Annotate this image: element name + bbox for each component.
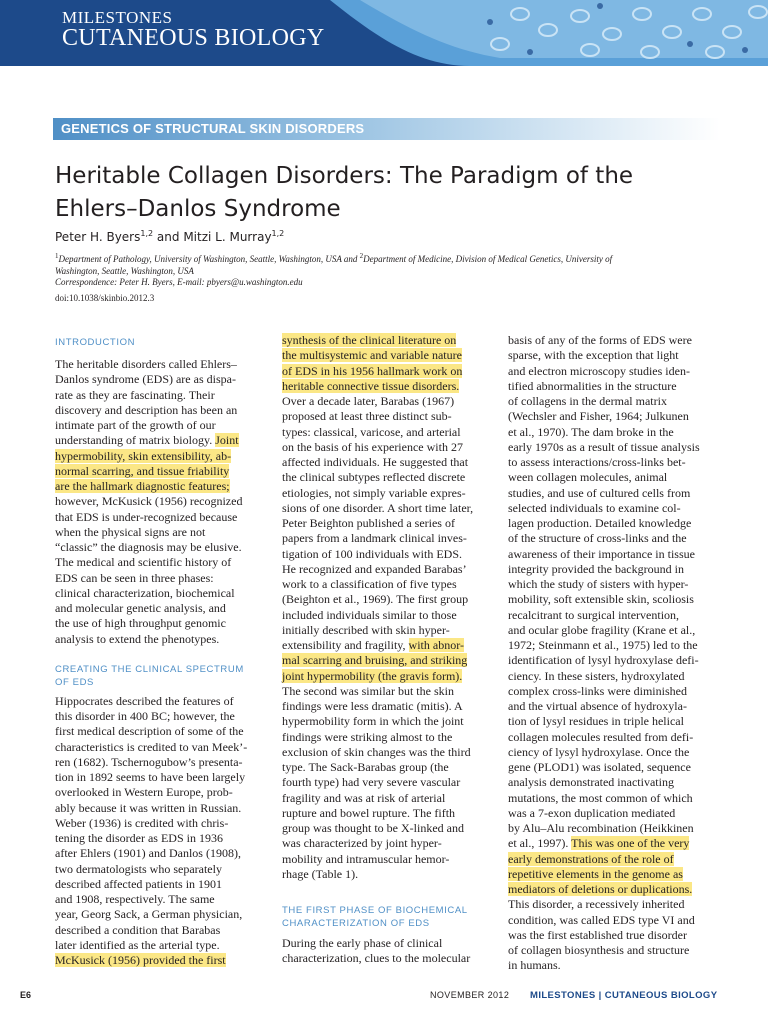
text-line: by Alu–Alu recombination (Heikkinen: [508, 821, 694, 835]
text-line: on the basis of his experience with 27: [282, 439, 463, 454]
text-line: early 1970s as a result of tissue analysis: [508, 439, 700, 454]
page-number: E6: [20, 990, 32, 1000]
text-run: et al., 1997).: [508, 836, 572, 851]
section-label: GENETICS OF STRUCTURAL SKIN DISORDERS: [61, 121, 365, 136]
text-line: later identified as the arterial type.: [55, 937, 220, 952]
text-line: to assess interactions/cross-links bet-: [508, 455, 686, 469]
text-line: which the study of sisters with hyper-: [508, 577, 689, 591]
affil-marker: 1: [55, 252, 59, 260]
text-line: (Wechsler and Fisher, 1964; Julkunen: [508, 409, 689, 424]
highlighted-text: of EDS in his 1956 hallmark work on: [282, 363, 463, 378]
text-line: ciency. In these sisters, hydroxylated: [508, 668, 685, 683]
text-line: Peter Beighton published a series of: [282, 516, 455, 530]
text-line: and electron microscopy studies iden-: [508, 363, 690, 378]
text-line: and ocular globe fragility (Krane et al.,: [508, 622, 696, 637]
text-line: The medical and scientific history of: [55, 555, 232, 570]
highlighted-text: synthesis of the clinical literature on: [282, 333, 457, 347]
text-line: exclusion of skin changes was the third: [282, 744, 471, 759]
affiliation-text: Department of Medicine, Division of Medical Genetics, University of: [363, 254, 613, 264]
author-name: Peter H. Byers: [55, 230, 141, 244]
text-line: [282, 653, 490, 668]
text-line: basis of any of the forms of EDS were: [508, 333, 692, 347]
text-line: He recognized and expanded Barabas’: [282, 561, 467, 576]
section-heading-introduction: INTRODUCTION: [55, 337, 136, 348]
text-line: rupture and bowel rupture. The fifth: [282, 805, 456, 820]
text-line: “classic” the diagnosis may be elusive.: [55, 540, 242, 554]
text-line: [55, 464, 263, 479]
text-line: [55, 449, 263, 464]
text-line: initially described with skin hyper-: [282, 622, 450, 637]
text-line: sparse, with the exception that light: [508, 348, 679, 363]
text-line: intimate part of the growth of our: [55, 418, 216, 432]
text-line: [282, 638, 490, 653]
text-line: [282, 379, 490, 394]
text-line: findings were less dramatic (mitis). A: [282, 699, 463, 713]
highlighted-text: the multisystemic and variable nature: [282, 348, 462, 363]
text-line: hypermobility form in which the joint: [282, 714, 464, 729]
text-line: rhage (Table 1).: [282, 866, 359, 881]
text-line: type. The Sack-Barabas group (the: [282, 760, 449, 774]
highlighted-text: heritable connective tissue disorders.: [282, 378, 460, 393]
text-line: was a 7-exon duplication mediated: [508, 805, 676, 820]
text-line: ciency of lysyl hydroxylase. Once the: [508, 744, 690, 759]
text-line: two dermatologists who separately: [55, 861, 222, 876]
highlighted-text: mediators of deletions or duplications.: [508, 882, 693, 896]
text-line: and molecular genetic analysis, and: [55, 601, 226, 615]
text-line: [55, 433, 263, 448]
author-affil-marker: 1,2: [271, 229, 285, 238]
text-line: of collagens in the dermal matrix: [508, 394, 667, 408]
text-line: tified abnormalities in the structure: [508, 378, 677, 393]
text-line: the clinical subtypes reflected discrete: [282, 470, 466, 485]
text-line: [282, 348, 490, 363]
paragraph-clinical-spectrum-cont: [282, 333, 490, 882]
text-line: tigation of 100 individuals with EDS.: [282, 546, 462, 561]
text-line: the use of high throughput genomic: [55, 616, 226, 631]
text-line: included individuals similar to those: [282, 607, 457, 622]
text-run: understanding of matrix biology.: [55, 433, 216, 448]
text-line: [508, 867, 716, 882]
text-line: collagen molecules resulted from defi-: [508, 729, 694, 744]
text-line: first medical description of some of the: [55, 724, 244, 739]
text-line: [282, 333, 490, 348]
highlighted-text: mal scarring and bruising, and striking: [282, 653, 468, 668]
text-line: mobility and intramuscular hemor-: [282, 851, 450, 866]
paragraph-biochemical-phase: [282, 936, 490, 967]
text-line: of collagen biosynthesis and structure: [508, 943, 690, 957]
text-line: affected individuals. He suggested that: [282, 455, 469, 469]
text-line: studies, and use of cultured cells from: [508, 485, 691, 500]
text-line: mobility, soft extensible skin, scoliosis: [508, 592, 694, 607]
text-line: ren (1682). Tschernogubow’s presenta-: [55, 754, 243, 769]
text-line: complex cross-links were diminished: [508, 683, 687, 698]
highlighted-text: normal scarring, and tissue friability: [55, 463, 230, 478]
highlighted-text: early demonstrations of the role of: [508, 851, 674, 866]
affiliation-text: Washington, Seattle, Washington, USA: [55, 266, 194, 276]
author-list: [55, 229, 284, 244]
heading-line: OF EDS: [55, 676, 94, 688]
text-line: [55, 479, 263, 494]
text-line: when the physical signs are not: [55, 524, 206, 539]
journal-banner: [0, 0, 768, 66]
heading-line: THE FIRST PHASE OF BIOCHEMICAL: [282, 905, 468, 916]
highlighted-text: This was one of the very: [571, 836, 690, 851]
text-line: characterization, clues to the molecular: [282, 951, 471, 966]
text-line: however, McKusick (1956) recognized: [55, 494, 243, 509]
text-line: EDS can be seen in three phases:: [55, 570, 214, 585]
text-line: tion of lysyl residues in triple helical: [508, 714, 684, 729]
banner-kicker: MILESTONES: [62, 8, 173, 27]
banner-title: CUTANEOUS BIOLOGY: [62, 25, 325, 51]
text-line: described a condition that Barabas: [55, 922, 221, 937]
highlighted-text: with abnor-: [408, 638, 464, 652]
text-line: integrity provided the background in: [508, 561, 684, 576]
text-line: characteristics is credited to van Meek’-: [55, 739, 248, 754]
text-line: and 1908, respectively. The same: [55, 892, 215, 906]
section-heading-clinical-spectrum: [55, 663, 263, 689]
text-line: identification of lysyl hydroxylase defi-: [508, 653, 699, 668]
text-line: [508, 852, 716, 867]
paragraph-clinical-spectrum: [55, 694, 263, 969]
affil-marker: 2: [359, 252, 364, 260]
text-line: selected individuals to examine col-: [508, 500, 681, 515]
text-line: Hippocrates described the features of: [55, 693, 234, 708]
text-line: [282, 364, 490, 379]
highlighted-text: Joint: [215, 433, 239, 448]
section-strip: [53, 118, 720, 140]
highlighted-text: repetitive elements in the genome as: [508, 866, 683, 881]
text-line: ably because it was written in Russian.: [55, 800, 242, 815]
paragraph-biochemical-phase-cont: [508, 333, 716, 974]
text-line: gene (PLOD1) was isolated, sequence: [508, 760, 691, 774]
text-line: work to a classification of five types: [282, 577, 457, 591]
text-line: [508, 882, 716, 897]
text-line: was the first established true disorder: [508, 927, 687, 942]
text-line: During the early phase of clinical: [282, 936, 443, 950]
author-name: and Mitzi L. Murray: [153, 230, 272, 244]
column-3: [508, 333, 716, 974]
text-line: year, Georg Sack, a German physician,: [55, 907, 243, 922]
text-line: Danlos syndrome (EDS) are as dispa-: [55, 372, 236, 387]
text-line: that EDS is under-recognized because: [55, 509, 238, 524]
author-affil-marker: 1,2: [140, 229, 154, 238]
affiliations: [55, 250, 715, 277]
issue-date: NOVEMBER 2012: [430, 990, 510, 1000]
text-line: tening the disorder as EDS in 1936: [55, 831, 223, 845]
article-title: [55, 160, 715, 226]
text-line: after Ehlers (1901) and Danlos (1908),: [55, 846, 241, 861]
text-line: findings were striking almost to the: [282, 729, 453, 744]
article-title-line2: Ehlers–Danlos Syndrome: [55, 196, 341, 222]
highlighted-text: joint hypermobility (the gravis form).: [282, 668, 463, 683]
text-line: this disorder in 400 BC; however, the: [55, 709, 235, 723]
text-line: clinical characterization, biochemical: [55, 585, 235, 600]
text-line: sions of one disorder. A short time later,: [282, 500, 474, 515]
highlighted-text: McKusick (1956) provided the first: [55, 953, 226, 967]
heading-line: CHARACTERIZATION OF EDS: [282, 918, 430, 929]
text-line: rate as they are fascinating. Their: [55, 387, 215, 402]
text-line: lagen production. Detailed knowledge: [508, 516, 692, 530]
text-line: This disorder, a recessively inherited: [508, 897, 685, 912]
correspondence: Correspondence: Peter H. Byers, E-mail: pbyers@u.washington.edu: [55, 277, 303, 287]
text-line: analysis demonstrated inactivating: [508, 775, 674, 790]
text-line: The heritable disorders called Ehlers–: [55, 357, 237, 371]
text-line: proposed at least three distinct sub-: [282, 409, 452, 424]
paragraph-introduction: [55, 357, 263, 647]
text-line: (Beighton et al., 1969). The first group: [282, 592, 469, 607]
highlighted-text: are the hallmark diagnostic features;: [55, 479, 230, 493]
text-line: tion in 1892 seems to have been largely: [55, 770, 246, 784]
text-line: analysis to extend the phenotypes.: [55, 631, 220, 646]
text-line: The second was similar but the skin: [282, 683, 454, 698]
heading-line: CREATING THE CLINICAL SPECTRUM: [55, 663, 244, 675]
highlighted-text: hypermobility, skin extensibility, ab-: [55, 448, 232, 463]
text-line: [508, 836, 716, 851]
affiliation-text: Department of Pathology, University of Washington, Seattle, Washington, USA and: [58, 254, 360, 264]
text-run: extensibility and fragility,: [282, 638, 409, 652]
text-line: fourth type) had very severe vascular: [282, 775, 461, 790]
doi-link[interactable]: doi:10.1038/skinbio.2012.3: [55, 293, 155, 303]
text-line: papers from a landmark clinical inves-: [282, 531, 467, 546]
text-line: awareness of their importance in tissue: [508, 546, 695, 561]
text-line: [55, 953, 263, 968]
text-line: of the structure of cross-links and the: [508, 531, 687, 546]
text-line: fragility and was at risk of arterial: [282, 790, 446, 805]
column-1: [55, 336, 263, 968]
text-line: Weber (1936) is credited with chris-: [55, 815, 229, 830]
text-line: in humans.: [508, 958, 561, 973]
text-line: etiologies, not simply variable expres-: [282, 485, 466, 500]
text-line: types: classical, varicose, and arterial: [282, 424, 461, 439]
text-line: [282, 669, 490, 684]
text-line: 1972; Steinmann et al., 1975) led to the: [508, 638, 698, 652]
journal-name: MILESTONES | CUTANEOUS BIOLOGY: [530, 990, 718, 1001]
article-title-line1: Heritable Collagen Disorders: The Paradigm of the: [55, 163, 634, 189]
text-line: discovery and description has been an: [55, 402, 238, 417]
text-line: Over a decade later, Barabas (1967): [282, 394, 455, 408]
text-line: recalcitrant to surgical intervention,: [508, 607, 680, 622]
column-2: [282, 333, 490, 967]
text-line: described affected patients in 1901: [55, 876, 223, 891]
text-line: condition, was called EDS type VI and: [508, 912, 695, 927]
text-line: was characterized by joint hyper-: [282, 836, 442, 851]
section-heading-biochemical-phase: [282, 904, 490, 930]
text-line: mutations, the most common of which: [508, 790, 693, 805]
text-line: and the virtual absence of hydroxyla-: [508, 699, 687, 713]
text-line: ween collagen molecules, animal: [508, 470, 668, 485]
text-line: overlooked in Western Europe, prob-: [55, 785, 233, 800]
text-line: group was thought to be X-linked and: [282, 821, 464, 835]
text-line: et al., 1970). The dam broke in the: [508, 424, 674, 439]
